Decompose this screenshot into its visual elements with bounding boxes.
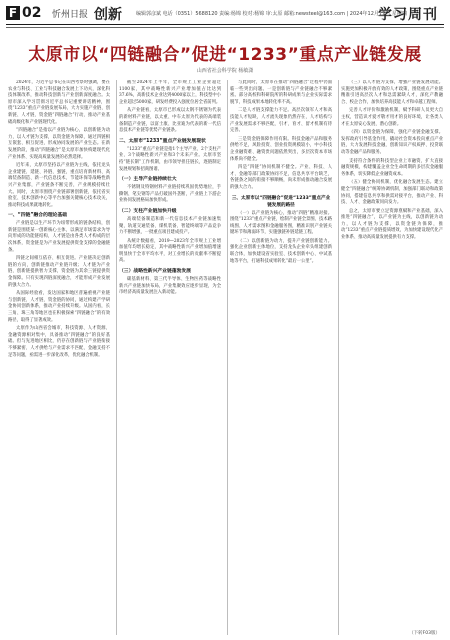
article-paragraph: 四是“四链”协同机制不健全。产业、科技、人才、金融等部门政策协同不足，信息共享平台缺乏，各链条之间的衔接不够顺畅，尚未形成推动融合发展的强大合力。 (230, 165, 332, 190)
article-paragraph: 从产业链看，太原市已形成以太钢不锈钢为代表的新材料产业链，以太重、中车太原为代表的高端装备制造产业链，以富士康、比亚迪为代表的新一代信息技术产业链等优势产业链条。 (119, 108, 221, 134)
masthead-rule-thin (6, 27, 444, 28)
article-paragraph: 2024年，习近平总书记在山西考察时强调，要在农业与科技、工业与科技融合发展上下功夫，深化科技体制改革，推动科技创新与产业创新深度融合。太原市深入学习贯彻习近平总书记重要讲话精神，围绕“1233”重点产业链发展布局，大力实施产业链、创新链、人才链、资金链“四链融合”行动，推动产业基础高级化和产业链现代化。 (8, 80, 110, 125)
section-heading: 一、“四链”融合的理论基础 (8, 213, 68, 219)
article-paragraph: 三是资金链保障作用有限。科技金融产品和服务供给不足，风险投资、创业投资规模较小，中小科技企业融资难、融资贵问题依然突出，多层次资本市场体系尚不健全。 (230, 136, 332, 162)
article-paragraph: 从国际经验看，发达国家和地区普遍重视产业链与创新链、人才链、资金链的协同，通过构建产学研金协同创新体系，推动产业持续升级。从国内看，长三角、珠三角等地区也在积极探索“四链融合”的有效路径，取得了显著成效。 (8, 291, 110, 323)
article-paragraph: （三）以人才链为支撑，增强产业链发展动能。实施更加积极开放有效的人才政策，围绕重点产业链精准引进高层次人才和急需紧缺人才，深化产教融合、校企合作，加快培养高技能人才和卓越工程师。 (341, 80, 443, 105)
article-paragraph: 与此同时，太原市在推动“四链融合”过程中仍面临一些突出问题。一是创新链与产业链融合不够紧密。部分高校和科研院所的科研成果与企业实际需求脱节，科技成果本地转化率不高。 (230, 80, 332, 105)
article-paragraph: 截至2024年上半年，全市规上工业企业超过1100家，其中战略性新兴产业增加值占比达到37.6%，高新技术企业达到4000家以上，科技型中小企业超过5000家，研发经费投入强度位居全省前列。 (119, 80, 221, 105)
paper-name: 忻州日报 (52, 10, 89, 20)
section-heading: 三、太原市以“四链融合”促进“1233”重点产业链发展的路径 (231, 195, 331, 208)
article-columns (8, 80, 442, 635)
article-column-2 (119, 80, 221, 635)
article-paragraph: （五）健全协同机制，优化融合发展生态。建立健全“四链融合”统筹协调机制，加强部门联动和政策协同，搭建信息共享和供需对接平台，推动产业、科技、人才、金融政策同向发力。 (341, 180, 443, 206)
article-column-4 (341, 80, 443, 635)
article-byline: 山西省社会科学院 杨敏潇 (196, 68, 254, 74)
article-paragraph: （一）以产业链为核心，推动“四链”精准对接。围绕“1233”重点产业链，绘制产业链全景图、技术路线图、人才需求图和金融服务图，精准识别产业链关键环节和薄弱环节，实施强链补链延链工程。 (230, 210, 332, 236)
article-paragraph: 二是人才链支撑能力不足。高层次领军人才和高技能人才短缺，人才流失现象仍然存在，人才结构与产业发展需求不够匹配，引才、育才、留才机制有待完善。 (230, 108, 332, 134)
article-paragraph: “四链融合”是指以产业链为核心，以创新链为动力，以人才链为支撑，以资金链为保障，通过四链相互嵌套、相互促进，形成协同发展的产业生态。在新发展阶段，推动“四链融合”是太原市加快构建现代化产业体系、实现高质量发展的必然选择。 (8, 128, 110, 160)
article-column-1 (8, 80, 110, 635)
article-paragraph: （二）以创新链为动力，提升产业链创新能力。强化企业创新主体地位，支持龙头企业牵头组建创新联合体，加快建设省实验室、技术创新中心、中试基地等平台，打通科技成果转化“最后一公里”。 (230, 238, 332, 264)
section-heading: 二、太原市“1233”重点产业链发展现状 (119, 138, 206, 144)
article-paragraph: 高端装备制造和新一代信息技术产业链加速集聚，轨道交通装备、煤机装备、智能终端等产品竞争力不断增强，一批重点项目建成投产。 (119, 216, 221, 236)
article-paragraph: 总之，太原市要立足资源禀赋和产业基础，深入推进“四链融合”，以产业链为主线，以创新链为动力，以人才链为支撑，以资金链为保障，推动“1233”重点产业链提质增效，为加快建设现代化产业体系、推动高质量发展提供有力支撑。 (341, 208, 443, 241)
weekly-title: 学习周刊 (378, 7, 438, 23)
masthead-rule (6, 24, 444, 25)
section-heading: （三）战略性新兴产业链蓬勃发展 (119, 269, 191, 275)
section-title: 创新 (94, 7, 122, 23)
article-column-3 (230, 80, 332, 635)
page-number: 02 (22, 5, 42, 21)
continued-note: （下转F03版） (409, 631, 440, 636)
article-paragraph: 太原作为山西省会城市，科技资源、人才资源、金融资源相对集中，具备推动“四链融合”的良好基础。但与先进地区相比，仍存在创新链与产业链衔接不够紧密、人才供给与产业需求不匹配、金融支持不足等问题，亟需进一步深化改革，优化融合机制。 (8, 326, 110, 358)
column-divider (338, 80, 339, 635)
article-paragraph: 四链之间相互依存、相互促进。产业链决定创新链的方向，创新链推动产业链升级；人才链为产业链、创新链提供智力支撑，资金链为其余三链提供资金保障。只有实现四链深度融合，才能形成产业发展的强大合力。 (8, 256, 110, 288)
article-paragraph: 支持符合条件的科技型企业上市融资，扩大直接融资规模，构建覆盖企业全生命周期的多层次金融服务体系，切实降低企业融资成本。 (341, 158, 443, 177)
article-paragraph: 产业链是以生产环节为纽带形成的链条结构，创新链是围绕某一创新核心主体，以满足市场需求为导向形成的功能链结构，人才链是由各类人才构成的层次体系，资金链是为产业发展提供资金支撑的金融链条。 (8, 221, 110, 253)
section-heading: （一）主导产业链持续壮大 (119, 177, 177, 183)
article-paragraph: 碳基新材料、第三代半导体、生物医药等战略性新兴产业链加快布局，产业集聚效应逐步显现，为全市经济高质量发展注入新动能。 (119, 277, 221, 296)
masthead (0, 0, 450, 30)
article-paragraph: 完善人才评价和激励机制，赋予科研人员更大自主权，营造识才爱才敬才用才的良好环境，让各类人才在太原安心发展、潜心创新。 (341, 108, 443, 127)
article-paragraph: 不锈钢及特钢材料产业链持续巩固优势地位，手撕钢、笔尖钢等产品打破国外垄断，产业链上下游企业协同发展格局加快形成。 (119, 185, 221, 204)
section-heading: （二）支柱产业链加快升级 (119, 208, 177, 214)
masthead-meta: 编辑郭彦斌 电话（0351）5688120 责编:杨锦 校对:杨锦 审:太原 邮箱:newsteel@163.com | 2024年12月12日 星期四 (136, 11, 407, 17)
column-divider (227, 80, 228, 635)
article-paragraph: 近年来，太原市坚持以产业链为主线，依托龙头企业建链、延链、补链、强链，重点培育新材料、高端装备制造、新一代信息技术、节能环保等战略性新兴产业集群，产业链条不断完善，产业规模持续壮大。同时，太原市围绕产业链部署创新链，依托省实验室、技术创新中心等平台加强关键核心技术攻关，推动科技成果就地转化。 (8, 163, 110, 208)
column-divider (116, 80, 117, 635)
page-letter: F (6, 6, 20, 20)
article-headline: 太原市以“四链融合”促进“1233”重点产业链发展 (28, 45, 422, 65)
article-paragraph: 从统计数据看，2019—2023年全市规上工业增加值年均增长稳定，其中战略性新兴产业增加值增速明显快于全市平均水平，对工业增长的贡献率不断提高。 (119, 238, 221, 264)
article-paragraph: （四）以资金链为保障，强化产业链金融支撑。发挥政府引导基金作用，撬动社会资本投向重点产业链，大力发展科技金融，创新知识产权质押、投贷联动等金融产品和服务。 (341, 130, 443, 155)
article-paragraph: “1233”重点产业链是指1个主导产业、2个支柱产业、3个战略性新兴产业和3个未来产业。太原市坚持“链长制”工作机制，由市领导担任链长，逐链制定发展规划和招商图谱。 (119, 146, 221, 172)
